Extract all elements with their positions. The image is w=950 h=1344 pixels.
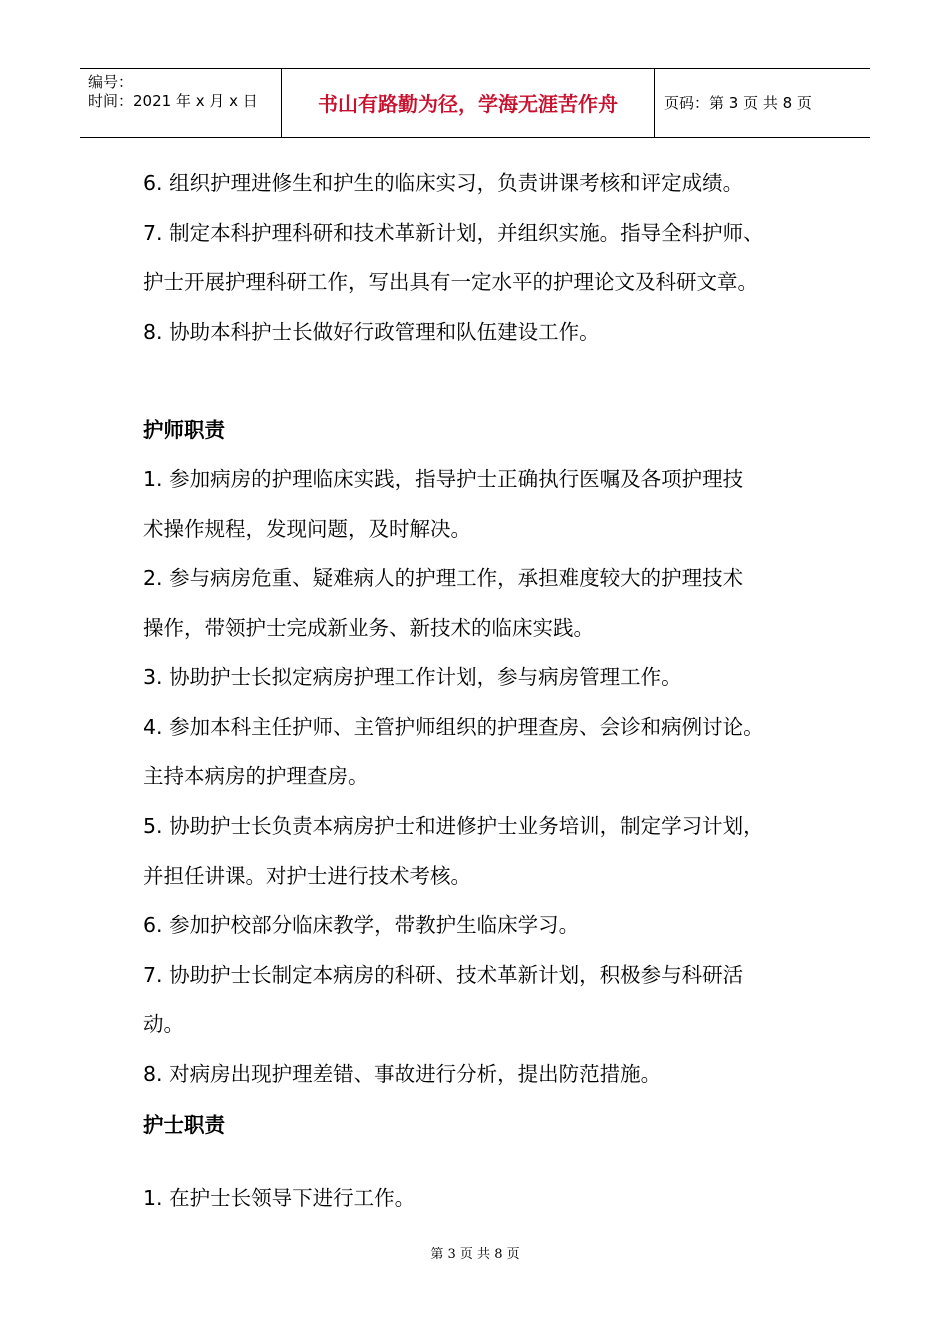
duty-item: 7. 制定本科护理科研和技术革新计划，并组织实施。指导全科护师、 xyxy=(143,221,764,245)
duty-item: 4. 参加本科主任护师、主管护师组织的护理查房、会诊和病例讨论。 xyxy=(143,715,764,739)
section-heading-nurse: 护士职责 xyxy=(143,1113,225,1137)
duty-item-continuation: 术操作规程，发现问题，及时解决。 xyxy=(143,517,471,541)
header-left-cell xyxy=(80,69,282,137)
duty-item: 5. 协助护士长负责本病房护士和进修护士业务培训，制定学习计划， xyxy=(143,814,764,838)
duty-item: 1. 参加病房的护理临床实践，指导护士正确执行医嘱及各项护理技 xyxy=(143,467,744,491)
header-motto-cell xyxy=(282,69,655,137)
section-heading-nurse-practitioner: 护师职责 xyxy=(143,418,225,442)
duty-item: 6. 组织护理进修生和护生的临床实习，负责讲课考核和评定成绩。 xyxy=(143,171,744,195)
header-motto: 书山有路勤为径，学海无涯苦作舟 xyxy=(318,92,618,116)
duty-item: 8. 对病房出现护理差错、事故进行分析，提出防范措施。 xyxy=(143,1062,662,1086)
duty-item: 1. 在护士长领导下进行工作。 xyxy=(143,1186,416,1210)
duty-item: 3. 协助护士长拟定病房护理工作计划，参与病房管理工作。 xyxy=(143,665,682,689)
header-right-cell xyxy=(655,69,870,137)
page-info-label: 页码：第 3 页 共 8 页 xyxy=(664,94,812,112)
duty-item: 8. 协助本科护士长做好行政管理和队伍建设工作。 xyxy=(143,320,600,344)
duty-item-continuation: 并担任讲课。对护士进行技术考核。 xyxy=(143,864,471,888)
document-number-label: 编号： xyxy=(88,73,134,91)
duty-item-continuation: 动。 xyxy=(143,1012,184,1036)
duty-item-continuation: 操作，带领护士完成新业务、新技术的临床实践。 xyxy=(143,616,594,640)
duty-item: 2. 参与病房危重、疑难病人的护理工作，承担难度较大的护理技术 xyxy=(143,566,744,590)
duty-item: 6. 参加护校部分临床教学，带教护生临床学习。 xyxy=(143,913,580,937)
page-header xyxy=(80,68,870,138)
duty-item-continuation: 护士开展护理科研工作，写出具有一定水平的护理论文及科研文章。 xyxy=(143,270,758,294)
page-footer: 第 3 页 共 8 页 xyxy=(430,1247,520,1262)
document-date-label: 时间：2021 年 x 月 x 日 xyxy=(88,92,258,110)
duty-item-continuation: 主持本病房的护理查房。 xyxy=(143,764,369,788)
duty-item: 7. 协助护士长制定本病房的科研、技术革新计划，积极参与科研活 xyxy=(143,963,744,987)
